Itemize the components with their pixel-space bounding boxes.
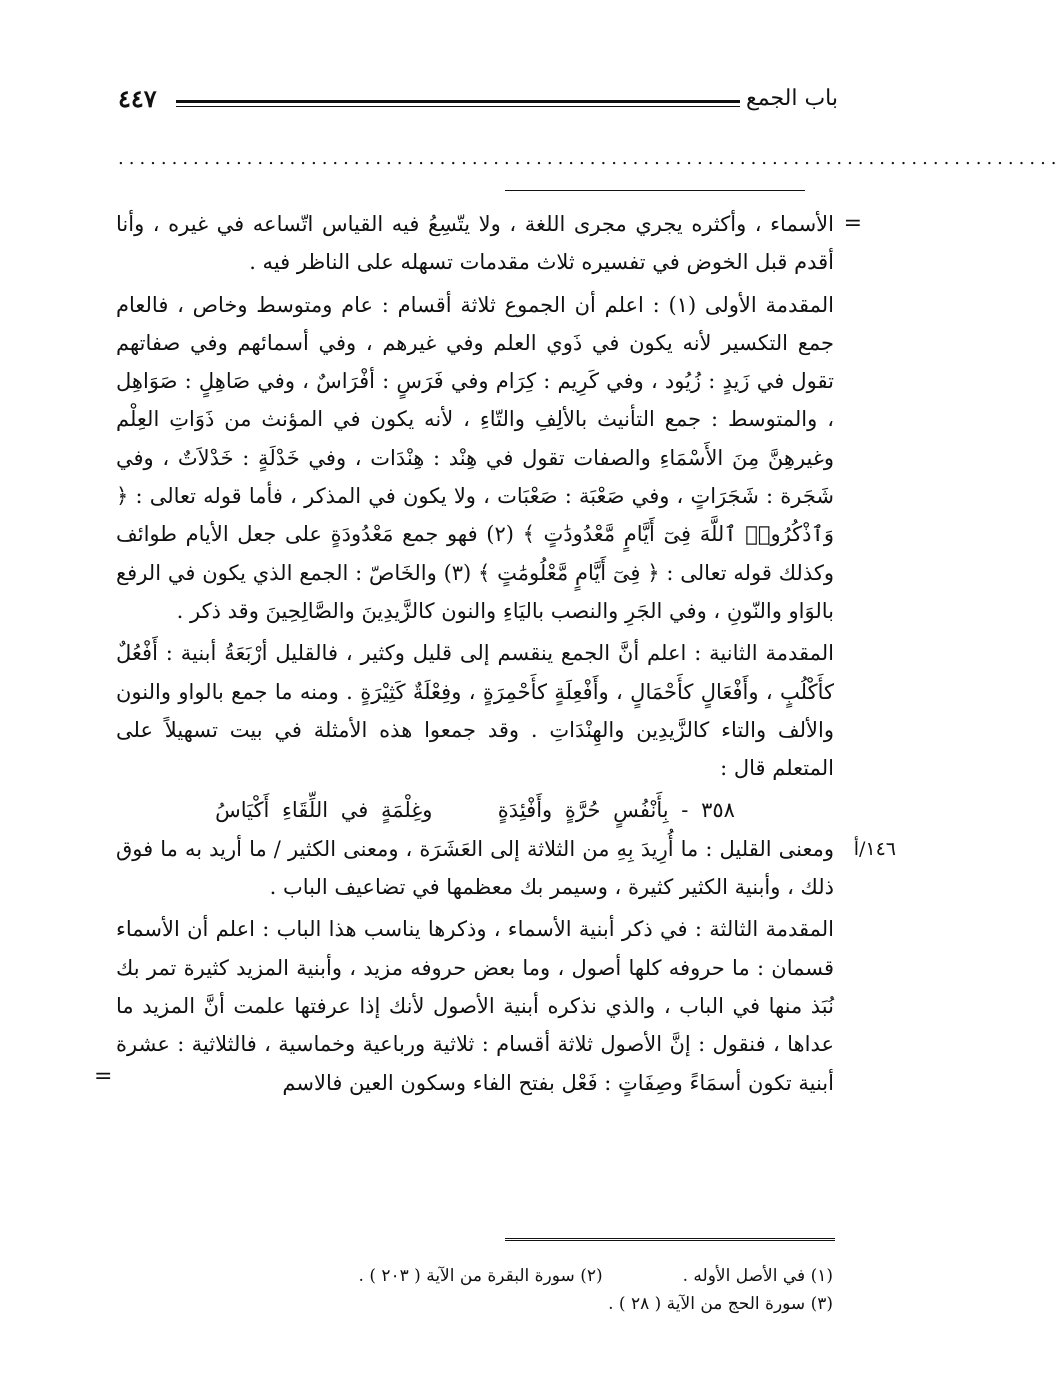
continuation-mark: =	[843, 211, 862, 236]
poetry-verse	[116, 791, 834, 829]
page-header	[118, 78, 838, 118]
paragraph-intro-first: المقدمة الأولى (١) : اعلم أن الجموع ثلاثة أقسام : عام ومتوسط وخاص ، فالعام جمع التكسير لأنه يكون في ذَوي العلم وفي غيرهم ، وفي أسمائهم وفي صفاتهم تقول في زَيدٍ : زُيُود ، وفي كَرِيم : كِرَام وفي فَرَسٍ : أفْرَاسٌ ، وفي صَاهِلٍ : صَوَاهِل ، والمتوسط : جمع التأنيث بالألِفِ والتّاءِ ، لأنه يكون في المؤنث من ذَوَاتِ العِلْم وغيرهِنَّ مِنَ الأَسْمَاءِ والصفات تقول في هِنْد : هِنْدَات ، وفي خَدْلَةٍ : خَدْلاَتٌ ، وفي شَجَرة : شَجَرَاتٍ ، وفي صَعْبَة : صَعْبَات ، ولا يكون في المذكر ، فأما قوله تعالى : ﴿ وَٱذْكُرُوا۟ ٱللَّهَ فِىٓ أَيَّامٍ مَّعْدُودَٰتٍ ﴾ (٢) فهو جمع مَعْدُودَةٍ على جعل الأيام طوائف وكذلك قوله تعالى : ﴿ فِىٓ أَيَّامٍ مَّعْلُومَٰتٍ ﴾ (٣) والخَاصّ : الجمع الذي يكون في الرفع بالوَاو والنّونِ ، وفي الجَرِ والنصب باليَاءِ والنون كالزَّيدِينَ والصَّالِحِينَ وقد ذكر .	[116, 292, 834, 623]
verse-number: ٣٥٨ -	[681, 798, 735, 823]
paragraph-meaning: ومعنى القليل : ما أُرِيدَ بِهِ من الثلاثة إلى العَشَرَة ، ومعنى الكثير / ما أريد به ما فوق ذلك ، وأبنية الكثير كثيرة ، وسيمر بك معظمها في تضاعيف الباب .	[116, 836, 834, 900]
end-continuation-mark: =	[94, 1063, 113, 1089]
dotted-separator: ........................................................................................	[118, 148, 1062, 169]
page-number: ٤٤٧	[118, 84, 157, 113]
chapter-title: باب الجمع	[746, 86, 838, 111]
paragraph-intro-second: المقدمة الثانية : اعلم أنَّ الجمع ينقسم إلى قليل وكثير ، فالقليل أرْبَعَةُ أبنية : أَفْعُلٌ كأَكْلُبٍ ، وأَفْعَالٍ كأَحْمَالٍ ، وأَفْعِلَةٍ كأَحْمِرَةٍ ، وفِعْلَةٌ كَثِيْرَةٍ . ومنه ما جمع بالواو والنون والألف والتاء كالزَّيدِين والهِنْدَاتِ . وقد جمعوا هذه الأمثلة في بيت تسهيلاً على المتعلم قال :	[116, 641, 834, 781]
footnote-3: (٣) سورة الحج من الآية ( ٢٨ ) .	[608, 1294, 833, 1314]
top-rule	[505, 190, 805, 191]
footnote-2: (٢) سورة البقرة من الآية ( ٢٠٣ ) .	[358, 1266, 603, 1286]
footnote-1: (١) في الأصل الأوله .	[682, 1266, 833, 1286]
header-rule-thin	[176, 106, 740, 107]
verse-first-hemistich: بِأَنْفُسٍ حُرَّةٍ وأَفْئِدَةٍ	[497, 798, 669, 823]
manuscript-folio-note: ١٤٦/أ	[853, 837, 896, 860]
header-rule	[176, 100, 740, 103]
paragraph-intro-third: المقدمة الثالثة : في ذكر أبنية الأسماء ، وذكرها يناسب هذا الباب : اعلم أن الأسماء قسمان : ما حروفه كلها أصول ، وما بعض حروفه مزيد ، وأبنية المزيد كثيرة تمر بك نُبَذ منها في الباب ، والذي نذكره أبنية الأصول لأنك إذا عرفتها علمت أنَّ المزيد ما عداها ، فنقول : إنَّ الأصول ثلاثة أقسام : ثلاثية ورباعية وخماسية ، فالثلاثية : عشرة أبنية تكون أسمَاءً وصِفَاتٍ : فَعْل بفتح الفاء وسكون العين فالاسم	[116, 917, 834, 1095]
paragraph-1: الأسماء ، وأكثره يجري مجرى اللغة ، ولا يتّسِعُ فيه القياس اتّساعه في غيره ، وأنا أقدم قبل الخوض في تفسيره ثلاث مقدمات تسهله على الناظر فيه .	[116, 212, 834, 275]
verse-second-hemistich: وغِلْمَةٍ في اللِّقَاءِ أَكْيَاسُ	[215, 798, 433, 823]
main-text	[94, 205, 896, 1106]
footnote-rule	[505, 1238, 835, 1241]
footnotes	[118, 1262, 833, 1318]
